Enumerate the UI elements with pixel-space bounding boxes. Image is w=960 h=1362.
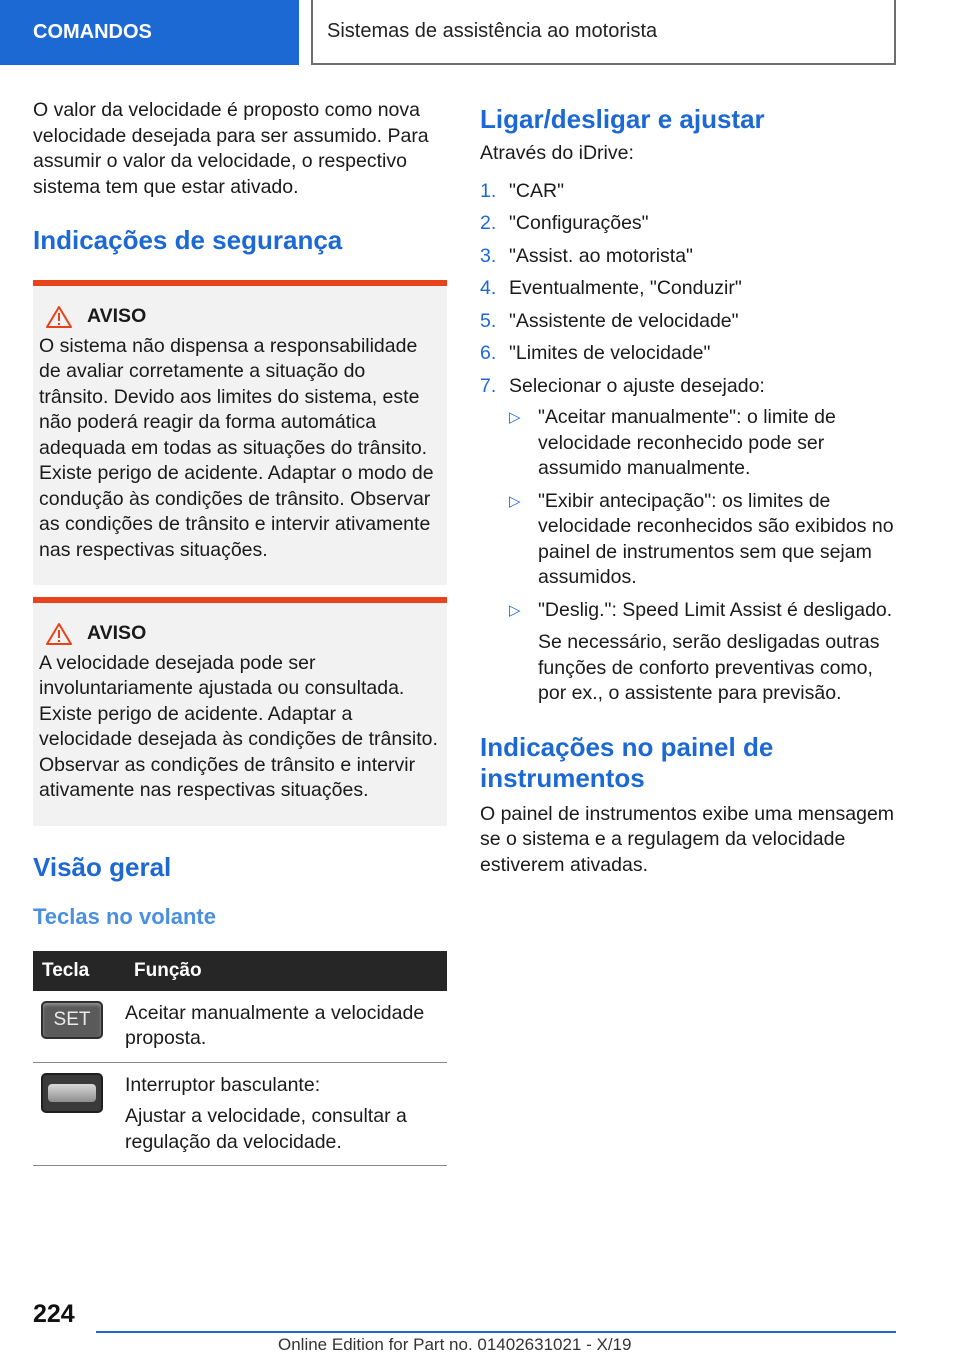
list-item — [480, 374, 896, 714]
set-button-icon: SET — [41, 1001, 103, 1039]
step-number: 3. — [480, 244, 497, 267]
warning-title: AVISO — [87, 622, 147, 644]
warning-triangle-icon — [45, 622, 73, 646]
step-number: 5. — [480, 309, 497, 332]
warning-triangle-icon — [45, 305, 73, 329]
right-column — [480, 98, 896, 878]
step-number: 1. — [480, 179, 497, 202]
table-row — [33, 1062, 447, 1166]
settings-intro: Através do iDrive: — [480, 142, 634, 164]
warning-title: AVISO — [87, 305, 147, 327]
header-section: COMANDOS — [0, 0, 299, 65]
warning-header — [39, 304, 439, 330]
list-item — [509, 598, 896, 707]
step-number: 2. — [480, 212, 497, 234]
option-text: "Exibir antecipação": os limites de velocidade reconhecidos são exibidos no painel de instrumentos sem que sejam assumidos. — [538, 489, 894, 588]
warning-box-2 — [33, 597, 447, 826]
keys-heading: Teclas no volante — [33, 903, 216, 929]
rocker-switch-icon — [41, 1073, 103, 1113]
warning-header — [39, 621, 439, 647]
table-cell-key — [33, 1062, 125, 1166]
table-cell-function — [125, 991, 447, 1063]
function-text: Ajustar a velocidade, consultar a regulação da velocidade. — [125, 1105, 407, 1153]
step-text: "Configurações" — [509, 212, 649, 234]
list-item — [509, 489, 896, 591]
intro-paragraph: O valor da velocidade é proposto como nova velocidade desejada para ser assumido. Para assumir o valor da velocidade, o respectivo sistema tem que estar ativado. — [33, 99, 429, 198]
panel-paragraph: O painel de instrumentos exibe uma mensagem se o sistema e a regulagem da velocidade estiverem ativadas. — [480, 802, 895, 876]
list-item — [480, 309, 896, 335]
option-text: "Deslig.": Speed Limit Assist é desligado. — [538, 598, 893, 621]
steps-list — [480, 179, 896, 714]
table-header-function: Função — [125, 951, 447, 991]
list-item — [480, 276, 896, 302]
warning-text: O sistema não dispensa a responsabilidade de avaliar corretamente a situação do trânsito. Devido aos limites do sistema, este não poderá reagir da forma automática adequada em todas as situações do trânsito. Existe perigo de acidente. Adaptar o modo de condução às condições de trânsito. Observar as condições de trânsito e intervir ativamente nas respectivas situações. — [39, 334, 434, 561]
step-number: 4. — [480, 277, 497, 299]
options-list — [480, 405, 896, 714]
option-extra: Se necessário, serão desligadas outras funções de conforto preventivas como, por ex., o assistente para previsão. — [538, 631, 880, 704]
step-number: 7. — [480, 374, 497, 397]
footer-divider — [96, 1331, 896, 1333]
option-body — [538, 598, 896, 707]
list-item — [480, 341, 896, 367]
triangle-bullet-icon: ▷ — [509, 492, 521, 510]
list-item — [509, 405, 896, 482]
settings-heading: Ligar/desligar e ajustar — [480, 104, 765, 134]
function-text: Interruptor basculante: — [125, 1073, 321, 1096]
step-text: "CAR" — [509, 179, 565, 202]
step-text: "Limites de velocidade" — [509, 342, 711, 364]
step-text: "Assistente de velocidade" — [509, 309, 739, 332]
step-text: "Assist. ao motorista" — [509, 244, 693, 267]
table-header-row — [33, 951, 447, 991]
keys-table — [33, 951, 447, 1167]
list-item — [480, 244, 896, 270]
table-header-key: Tecla — [33, 951, 125, 991]
panel-heading: Indicações no painel de instrumentos — [480, 731, 774, 793]
step-number: 6. — [480, 342, 497, 364]
option-text: "Aceitar manualmente": o limite de velocidade reconhecido pode ser assumido manualmente. — [538, 406, 836, 479]
step-text: Selecionar o ajuste desejado: — [509, 374, 765, 397]
list-item — [480, 179, 896, 205]
function-text: Aceitar manualmente a velocidade proposta. — [125, 1001, 425, 1049]
left-column — [33, 98, 447, 1166]
table-cell-key — [33, 991, 125, 1063]
list-item — [480, 211, 896, 237]
table-row — [33, 991, 447, 1063]
safety-heading: Indicações de segurança — [33, 225, 343, 255]
step-text: Eventualmente, "Conduzir" — [509, 277, 742, 299]
header-title: Sistemas de assistência ao motorista — [311, 0, 896, 65]
table-cell-function — [125, 1062, 447, 1166]
warning-text: A velocidade desejada pode ser involuntariamente ajustada ou consultada. Existe perigo de acidente. Adaptar a velocidade desejada às condições de trânsito. Observar as condições de trânsito e intervir ativamente nas respectivas situações. — [39, 651, 438, 801]
warning-box-1 — [33, 280, 447, 585]
triangle-bullet-icon: ▷ — [509, 409, 521, 426]
triangle-bullet-icon: ▷ — [509, 601, 521, 619]
footer-edition: Online Edition for Part no. 01402631021 - X/19 — [278, 1335, 632, 1354]
page-number: 224 — [33, 1300, 75, 1328]
overview-heading: Visão geral — [33, 851, 172, 882]
